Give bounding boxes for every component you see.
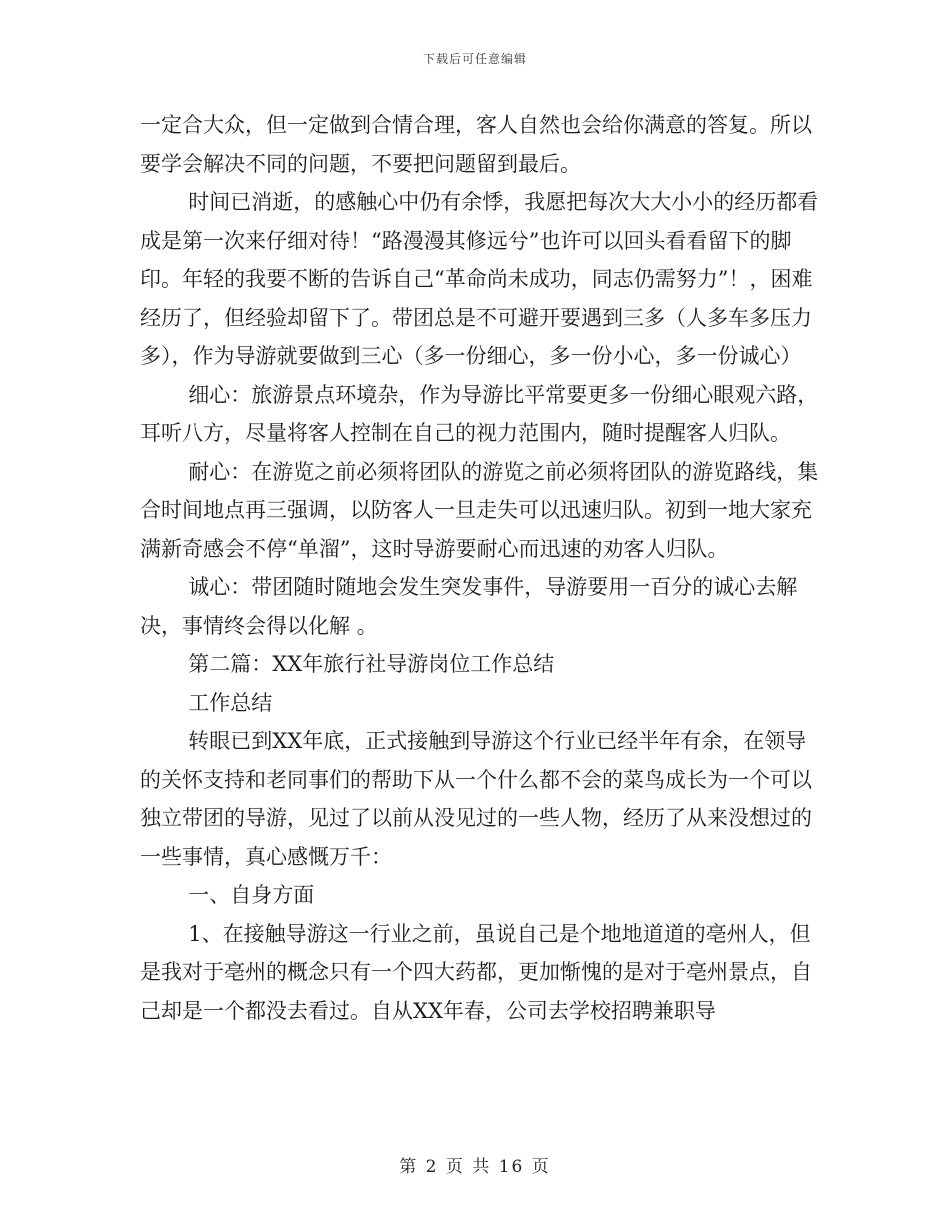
paragraph-5: 诚心：带团随时随地会发生突发事件，导游要用一百分的诚心去解决，事情终会得以化解 。: [140, 575, 798, 638]
paragraph-3: 细心：旅游景点环境杂，作为导游比平常要更多一份细心眼观六路，耳听八方，尽量将客人控制在自己的视力范围内，随时提醒客人归队。: [140, 382, 819, 445]
paragraph-7: 1、在接触导游这一行业之前，虽说自己是个地地道道的亳州人，但是我对于亳州的概念只有一个四大药都，更加惭愧的是对于亳州景点，自己却是一个都没去看过。自从XX年春，公司去学校招聘兼职导: [140, 921, 812, 1023]
subsection-title: 工作总结: [188, 690, 273, 715]
paragraph-4: 耐心：在游览之前必须将团队的游览之前必须将团队的游览路线，集合时间地点再三强调，以防客人一旦走失可以迅速归队。初到一地大家充满新奇感会不停“单溜”，这时导游要耐心而迅速的劝客人归队。: [140, 459, 819, 561]
paragraph-2: 时间已消逝，的感触心中仍有余悸，我愿把每次大大小小的经历都看成是第一次来仔细对待！“路漫漫其修远兮”也许可以回头看看留下的脚印。年轻的我要不断的告诉自己“革命尚未成功，同志仍需努力”！，困难经历了，但经验却留下了。带团总是不可避开要遇到三多（人多车多压力多），作为导游就要做到三心（多一份细心，多一份小心，多一份诚心）: [140, 190, 819, 368]
page-header-note: 下载后可任意编辑: [422, 52, 527, 66]
document-body: [140, 106, 820, 1030]
section-title: 第二篇：XX年旅行社导游岗位工作总结: [188, 652, 555, 676]
page-number: 第 2 页 共 16 页: [399, 1157, 551, 1177]
paragraph-6: 转眼已到XX年底，正式接触到导游这个行业已经半年有余，在领导的关怀支持和老同事们的帮助下从一个什么都不会的菜鸟成长为一个可以独立带团的导游，见过了以前从没见过的一些人物，经历了从来没想过的一些事情，真心感慨万千：: [140, 729, 812, 869]
list-heading: 一、自身方面: [188, 883, 315, 907]
paragraph-1: 一定合大众，但一定做到合情合理，客人自然也会给你满意的答复。所以要学会解决不同的问题，不要把问题留到最后。: [140, 113, 812, 176]
